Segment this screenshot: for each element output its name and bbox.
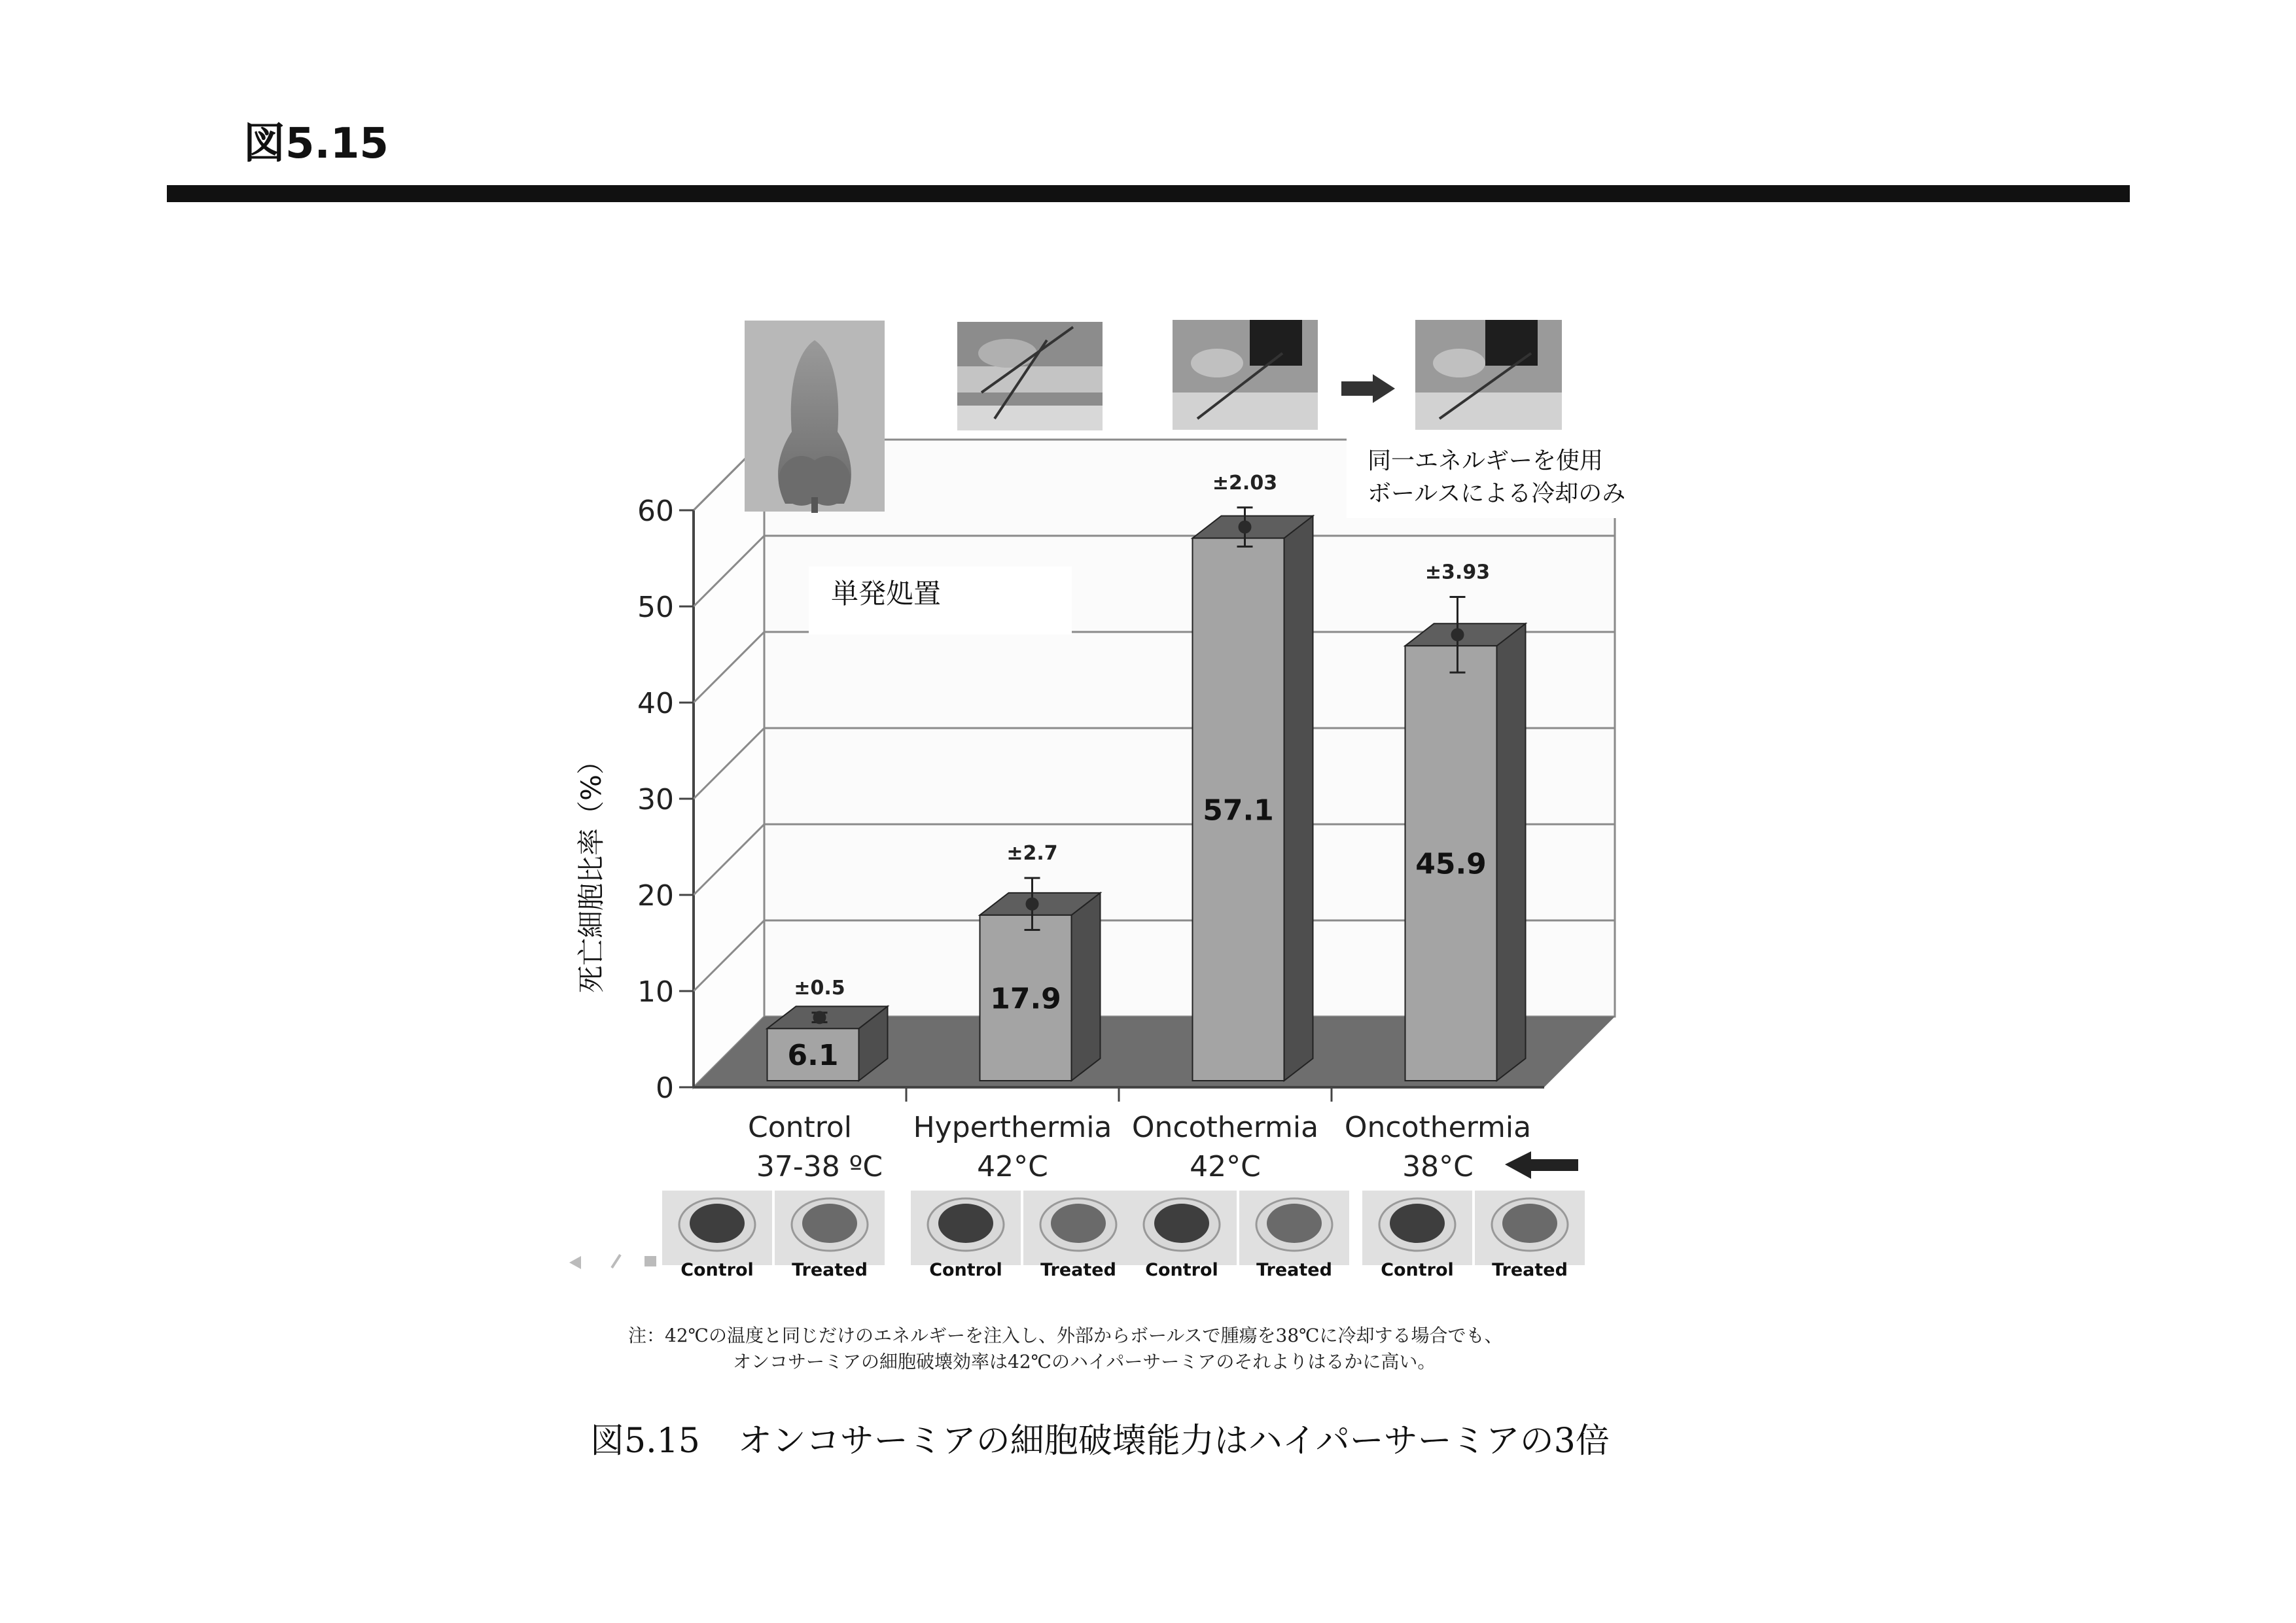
error-label: ±0.5	[794, 976, 845, 1000]
value-label: 6.1	[787, 1039, 839, 1073]
figure-caption	[590, 1413, 1610, 1462]
category-sublabel: 38°C	[1402, 1150, 1474, 1183]
mouse-photo	[745, 321, 885, 513]
bar-side	[1284, 516, 1313, 1081]
control-sample-photo	[662, 1191, 772, 1265]
device-photo-3	[1415, 320, 1562, 430]
treated-sample-photo	[1023, 1191, 1133, 1265]
error-label: ±3.93	[1424, 561, 1491, 584]
treated-label: Treated	[1492, 1260, 1568, 1280]
category-sublabel: 42°C	[977, 1150, 1048, 1183]
control-label: Control	[929, 1260, 1002, 1280]
same-energy-line2: ボールスによる冷却のみ	[1368, 480, 1626, 507]
category-label: Hyperthermia	[913, 1111, 1112, 1144]
value-label: 17.9	[990, 982, 1061, 1016]
treated-sample-photo	[1475, 1191, 1585, 1265]
single-treatment-label: 単発処置	[831, 578, 942, 610]
caption-text: オンコサーミアの細胞破壊能力はハイパーサーミアの3倍	[737, 1422, 1610, 1461]
value-label: 45.9	[1415, 847, 1487, 881]
bar-side	[1072, 893, 1101, 1081]
treated-sample-photo	[775, 1191, 885, 1265]
treated-label: Treated	[792, 1260, 868, 1280]
treated-label: Treated	[1040, 1260, 1116, 1280]
footnote-line-2: オンコサーミアの細胞破壊効率は42℃のハイパーサーミアのそれよりはるかに高い。	[733, 1351, 1436, 1372]
footnote-line-1: 注：42℃の温度と同じだけのエネルギーを注入し、外部からボールスで腫瘍を38℃に冷却する場合でも、	[628, 1325, 1503, 1346]
y-tick-label: 0	[656, 1072, 674, 1105]
y-tick-label: 10	[637, 975, 674, 1009]
control-label: Control	[680, 1260, 754, 1280]
arrow-right-icon	[1341, 374, 1395, 403]
category-sublabel: 42°C	[1190, 1150, 1261, 1183]
y-tick-label: 20	[637, 879, 674, 913]
treated-label: Treated	[1256, 1260, 1332, 1280]
y-axis-label: 死亡細胞比率（%）	[575, 747, 607, 993]
control-sample-photo	[1362, 1191, 1472, 1265]
bar-side	[1497, 623, 1526, 1081]
error-bar	[812, 1011, 828, 1024]
x-axis-categories	[748, 1087, 1531, 1183]
category-label: Oncothermia	[1131, 1111, 1319, 1144]
same-energy-line1: 同一エネルギーを使用	[1368, 447, 1604, 474]
toolbar-icons	[569, 1255, 656, 1269]
y-tick-label: 60	[637, 495, 674, 528]
treated-sample-photo	[1239, 1191, 1349, 1265]
control-sample-photo	[911, 1191, 1021, 1265]
control-sample-photo	[1127, 1191, 1237, 1265]
control-label: Control	[1381, 1260, 1454, 1280]
caption-number: 図5.15	[590, 1422, 700, 1461]
y-tick-label: 40	[637, 687, 674, 720]
arrow-left-icon	[1505, 1151, 1578, 1179]
device-photo-1	[957, 322, 1103, 430]
footnote	[628, 1323, 1688, 1375]
device-photo-2	[1173, 320, 1318, 430]
error-label: ±2.03	[1212, 471, 1278, 495]
category-label: Control	[747, 1111, 853, 1144]
y-tick-label: 30	[637, 783, 674, 816]
y-tick-label: 50	[637, 591, 674, 624]
value-label: 57.1	[1203, 794, 1274, 828]
control-label: Control	[1145, 1260, 1218, 1280]
category-label: Oncothermia	[1344, 1111, 1532, 1144]
y-axis-ticks	[637, 495, 694, 1105]
tumor-sample-photos	[662, 1191, 1585, 1280]
error-label: ±2.7	[1006, 842, 1058, 865]
figure-heading: 図5.15	[243, 120, 389, 168]
category-sublabel: 37-38 ºC	[756, 1150, 883, 1183]
